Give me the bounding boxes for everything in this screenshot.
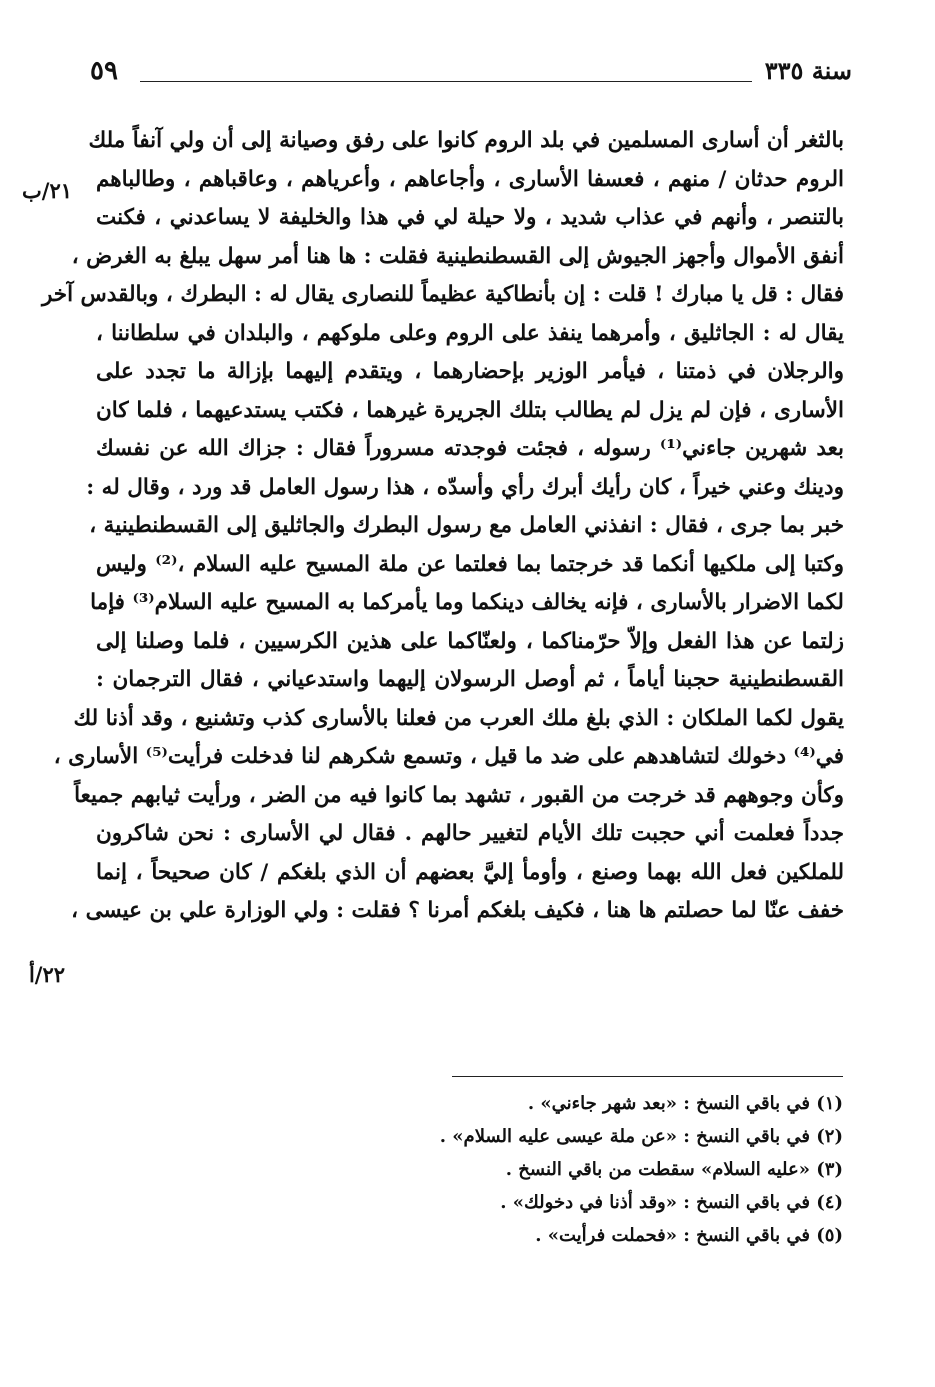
text-line: خفف عنّا لما حصلتم ها هنا ، فكيف بلغكم أمرنا ؟ فقلت : ولي الوزارة علي بن عيسى ،	[71, 898, 844, 923]
page-header	[90, 56, 852, 96]
footnote: (٣) «عليه السلام» سقطت من باقي النسخ .	[505, 1159, 843, 1180]
text-line: والرجلان في ذمتنا ، فيأمر الوزير بإحضارهما ، ويتقدم إليهما بإزالة ما تجدد على	[96, 359, 844, 384]
text-line: بالثغر أن أسارى المسلمين في بلد الروم كانوا على رفق وصيانة إلى أن ولي آنفاً ملك	[88, 128, 844, 153]
text-line: وكأن وجوههم قد خرجت من القبور ، تشهد بما كانوا فيه من الضر ، ورأيت ثيابهم جميعاً	[74, 782, 844, 808]
text-line: بالتنصر ، وأنهم في عذاب شديد ، ولا حيلة لي في هذا والخليفة لا يساعدني ، فكنت	[96, 205, 844, 230]
footnotes	[300, 1087, 843, 1252]
text-line: أنفق الأموال وأجهز الجيوش إلى القسطنطينية فقلت : ها هنا أمر سهل يبلغ به الغرض ،	[71, 243, 844, 269]
text-line: الروم حدثان / منهم ، فعسفا الأسارى ، وأجاعاهم ، وأعرياهم ، وعاقباهم ، وطالباهم	[96, 166, 844, 192]
header-rule	[140, 81, 752, 82]
text-line: القسطنطينية حجبنا أياماً ، ثم أوصل الرسولان إليهما واستدعياني ، فقال الترجمان :	[96, 667, 844, 692]
footnote-rule	[452, 1076, 843, 1077]
text-line: ودينك وعني خيراً ، كان رأيك أبرك رأي وأسدّه ، هذا رسول العامل قد ورد ، وقال له :	[86, 474, 844, 500]
text-line: يقال له : الجاثليق ، وأمرهما ينفذ على الروم وعلى ملوكهم ، والبلدان في سلطاننا ،	[96, 320, 844, 346]
text-line: زلتما عن هذا الفعل وإلاّ حرّمناكما ، ولعنّاكما على هذين الكرسيين ، فلما وصلنا إلى	[96, 628, 844, 654]
footnote: (٢) في باقي النسخ : «عن ملة عيسى عليه السلام» .	[439, 1126, 843, 1147]
text-line: لكما الاضرار بالأسارى ، فإنه يخالف دينكما وما يأمركما به المسيح عليه السلام⁽³⁾ فإما	[90, 590, 844, 615]
text-line: وكتبا إلى ملكيها أنكما قد خرجتما بما فعلتما عن ملة المسيح عليه السلام ،⁽²⁾ وليس	[96, 551, 844, 577]
page-number: ٥٩	[90, 56, 118, 86]
running-title: سنة ٣٣٥	[764, 56, 852, 85]
text-line: يقول لكما الملكان : الذي بلغ ملك العرب من فعلنا بالأسارى كذب وتشنيع ، وقد أذنا لك	[73, 705, 844, 731]
manuscript-folio-marker: ٢٢/أ	[28, 962, 66, 987]
footnote: (١) في باقي النسخ : «بعد شهر جاءني» .	[527, 1093, 843, 1114]
text-line: في⁽⁴⁾ دخولك لتشاهدهم على ضد ما قيل ، وتسمع شكرهم لنا فدخلت فرأيت⁽⁵⁾ الأسارى ،	[53, 744, 844, 769]
footnote: (٤) في باقي النسخ : «وقد أذنا في دخولك» .	[500, 1192, 843, 1213]
text-line: الأسارى ، فإن لم يزل لم يطالب بتلك الجريرة غيرهما ، فكتب يستدعيهما ، فلما كان	[96, 397, 844, 423]
text-line: خبر بما جرى ، فقال : انفذني العامل مع رسول البطرك والجاثليق إلى القسطنطينية ،	[89, 513, 844, 538]
text-line: جدداً فعلمت أني حجبت تلك الأيام لتغيير حالهم . فقال لي الأسارى : نحن شاكرون	[96, 821, 844, 846]
text-line: للملكين فعل الله بهما وصنع ، وأومأ إليَّ بعضهم أن الذي بلغكم / كان صحيحاً ، إنما	[96, 859, 844, 885]
text-line: فقال : قل يا مبارك ! قلت : إن بأنطاكية عظيماً للنصارى يقال له : البطرك ، وبالقدس آخر	[41, 282, 844, 307]
text-line: بعد شهرين جاءني⁽¹⁾ رسوله ، فجئت فوجدته مسروراً فقال : جزاك الله عن نفسك	[96, 436, 844, 461]
footnote: (٥) في باقي النسخ : «فحملت فرأيت» .	[535, 1225, 843, 1246]
manuscript-folio-marker: ٢١/ب	[21, 178, 72, 203]
